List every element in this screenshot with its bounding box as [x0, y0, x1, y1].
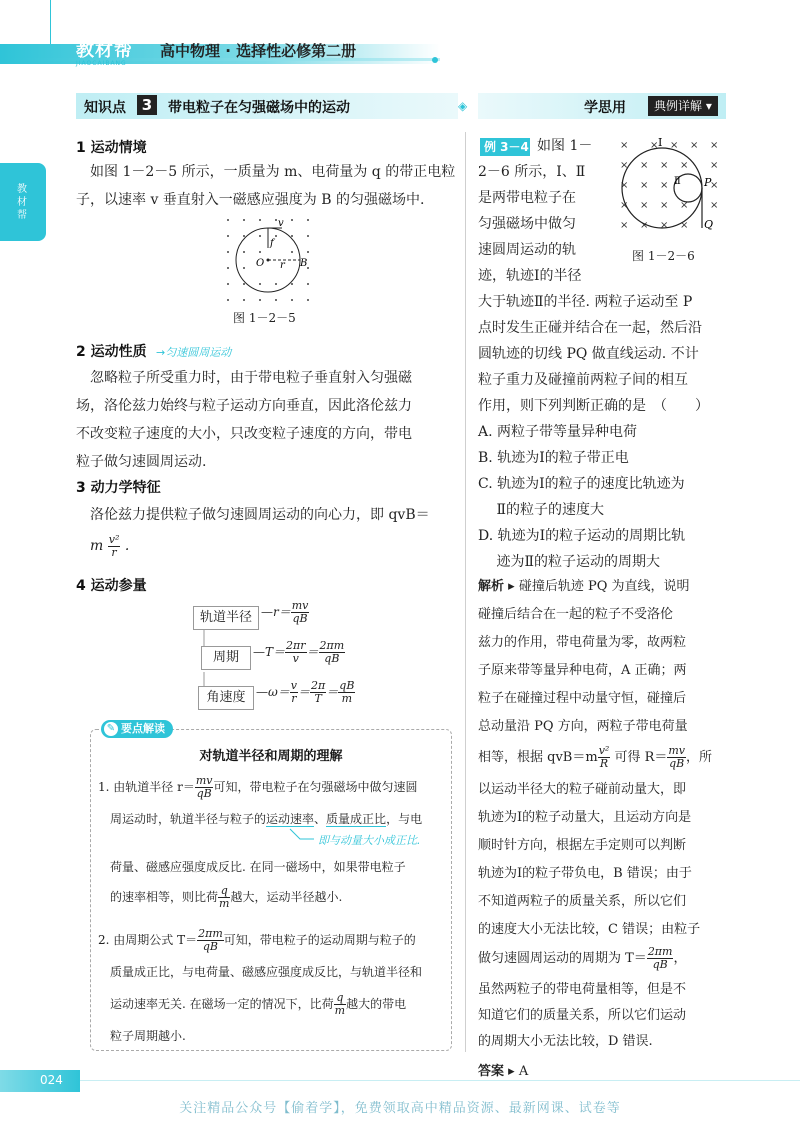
solution-equation-line — [478, 744, 712, 772]
solution-line: 虽然两粒子的带电荷量相等，但是不 — [478, 982, 687, 997]
text-run: 运动速率无关. 在磁场一定的情况下，比荷 — [110, 997, 334, 1011]
fraction-den: v — [292, 652, 299, 665]
paragraph-line: 子，以速率 v 垂直射入一磁感应强度为 B 的匀强磁场中. — [76, 192, 425, 208]
option-a: A. 两粒子带等量异种电荷 — [478, 424, 638, 440]
fraction — [667, 745, 686, 770]
label-f: f — [270, 238, 274, 249]
text-run: 可知，带电粒子在匀强磁场中做匀速圆 — [213, 780, 418, 794]
answer-value: A — [518, 1064, 529, 1079]
label-b: B — [300, 258, 308, 269]
footer-note: 关注精品公众号【偷着学】，免费领取高中精品资源、最新网课、试卷等 — [179, 1101, 621, 1116]
keypoint-line: 粒子周期越小. — [110, 1029, 186, 1043]
option-d: D. 轨迹为Ⅰ的粒子运动的周期比轨 — [478, 528, 686, 544]
text-run: 周运动时，轨道半径与粒子的 — [110, 812, 267, 826]
flow-box-angular: 角速度 — [198, 686, 254, 710]
label-I: Ⅰ — [658, 136, 663, 149]
paragraph-line: 粒子做匀速圆周运动. — [76, 454, 207, 470]
cross-mark: × — [620, 160, 629, 171]
fraction-num: mv — [195, 774, 213, 787]
keypoint-line — [98, 928, 416, 953]
header-dot — [432, 57, 438, 63]
fraction — [108, 534, 121, 559]
cross-mark: × — [620, 200, 629, 211]
section-number: 3 — [137, 95, 157, 115]
xuesiyong-title: 学思用 — [584, 100, 626, 116]
answer-line — [478, 1058, 528, 1086]
footer-line — [80, 1080, 800, 1081]
fraction-den: R — [599, 757, 609, 770]
brand-logo: 教材帮 — [76, 40, 133, 61]
label-II: Ⅱ — [674, 176, 681, 187]
fraction-den: qB — [324, 652, 340, 665]
heading-motion-scene: 1 运动情境 — [76, 140, 147, 156]
example-line: 点时发生正碰并结合在一起，然后沿 — [478, 320, 702, 336]
text-run: 、 — [314, 812, 327, 826]
book-title: 高中物理 · 选择性必修第二册 — [160, 42, 357, 60]
cross-mark: × — [710, 140, 719, 151]
keypoint-line — [110, 812, 422, 827]
keypoint-line — [110, 885, 342, 910]
solution-line: 碰撞后结合在一起的粒子不受洛伦 — [478, 607, 674, 622]
paragraph-line: 洛伦兹力提供粒子做匀速圆周运动的向心力，即 qvB＝ — [90, 507, 430, 523]
fraction-num: 2πm — [647, 945, 673, 958]
fraction-num: v — [290, 679, 298, 692]
fraction-num: 2πm — [319, 639, 345, 652]
solution-line: 的速度大小无法比较，C 错误；由粒子 — [478, 922, 701, 937]
fraction-den: qB — [196, 787, 212, 800]
example-line: 速圆周运动的轨 — [478, 242, 576, 258]
formula-eq: ＝ — [306, 645, 319, 659]
text-run: ，所 — [686, 750, 713, 765]
solution-line: 不知道两粒子的质量关系，所以它们 — [478, 894, 687, 909]
text-run: 越大，运动半径越小. — [230, 890, 343, 904]
figure-1-2-6 — [616, 136, 726, 244]
centripetal-equation — [90, 532, 129, 560]
cross-mark: × — [680, 220, 689, 231]
formula-eq: ＝ — [326, 685, 339, 699]
example-line: 如图 1－ — [537, 138, 593, 154]
fraction-den: r — [111, 545, 117, 559]
side-tab-label: 教材帮 — [17, 184, 27, 221]
solution-line: 轨迹为Ⅰ的粒子带负电，B 错误；由于 — [478, 866, 692, 881]
angular-formula — [256, 680, 355, 705]
solution-line: 子原来带等量异种电荷，A 正确；两 — [478, 663, 687, 678]
solution-line — [478, 573, 689, 601]
cross-mark: × — [660, 220, 669, 231]
fraction — [310, 680, 326, 705]
fraction-den: qB — [652, 958, 668, 971]
label-Q: Q — [704, 218, 714, 231]
figure-caption: 图 1－2－5 — [233, 311, 296, 325]
fraction-den: T — [314, 692, 322, 705]
example-detail-tag: 典例详解 ▾ — [648, 96, 718, 116]
keypoints-title: 对轨道半径和周期的理解 — [199, 749, 343, 764]
bulb-icon: ✎ — [104, 722, 118, 736]
cross-mark: × — [660, 180, 669, 191]
formula-eq: ＝ — [298, 685, 311, 699]
fraction — [338, 680, 355, 705]
keypoint-line — [110, 992, 406, 1017]
solution-line: 知道它们的质量关系，所以它们运动 — [478, 1008, 687, 1023]
cross-mark: × — [620, 140, 629, 151]
underlined-term: 运动速率 — [266, 812, 315, 826]
fraction — [195, 775, 214, 800]
keypoint-line — [98, 775, 418, 800]
fraction-den: qB — [292, 612, 308, 625]
example-line: 粒子重力及碰撞前两粒子间的相互 — [478, 372, 688, 388]
triangle-icon: ▸ — [504, 579, 519, 594]
example-line: 大于轨迹Ⅱ的半径. 两粒子运动至 P — [478, 294, 693, 310]
heading-motion-nature: 2 运动性质 — [76, 344, 147, 360]
cross-mark: × — [710, 160, 719, 171]
label-v: v — [278, 218, 284, 229]
fraction — [218, 885, 230, 910]
figure-1-2-5 — [222, 214, 322, 308]
fraction-num: v² — [598, 744, 610, 757]
fraction-den: m — [341, 692, 353, 705]
example-line: 是两带电粒子在 — [478, 190, 576, 206]
text-run: 做匀速圆周运动的周期为 T＝ — [478, 951, 647, 966]
cross-mark: × — [640, 200, 649, 211]
cross-mark: × — [710, 180, 719, 191]
solution-period-line — [478, 945, 687, 973]
page-number: 024 — [40, 1073, 63, 1087]
solution-line: 总动量沿 PQ 方向，两粒子带电荷量 — [478, 719, 688, 734]
solution-line: 以运动半径大的粒子碰前动量大，即 — [478, 782, 687, 797]
fraction — [197, 928, 224, 953]
example-tag: 例 3－4 — [480, 138, 530, 156]
keypoint-line: 质量成正比，与电荷量、磁感应强度成反比，与轨道半径和 — [110, 965, 423, 979]
option-b: B. 轨迹为Ⅰ的粒子带正电 — [478, 450, 629, 466]
fraction — [319, 640, 346, 665]
paragraph-line: 如图 1－2－5 所示，一质量为 m、电荷量为 q 的带正电粒 — [90, 164, 456, 180]
text-run: 越大的带电 — [346, 997, 407, 1011]
paragraph-line: 忽略粒子所受重力时，由于带电粒子垂直射入匀强磁 — [90, 370, 412, 386]
fraction — [598, 745, 611, 770]
example-line: 圆轨迹的切线 PQ 做直线运动. 不计 — [478, 346, 699, 362]
fraction-den: m — [219, 897, 230, 910]
fraction — [647, 946, 674, 971]
fraction — [291, 600, 310, 625]
example-line: 匀强磁场中做匀 — [478, 216, 576, 232]
eq-suffix: . — [124, 538, 130, 554]
solution-label: 解析 — [478, 579, 505, 594]
fraction-num: 2πm — [198, 927, 223, 940]
triangle-icon: ▸ — [504, 1064, 519, 1079]
cross-mark: × — [640, 180, 649, 191]
solution-line: 轨迹为Ⅰ的粒子动量大，且运动方向是 — [478, 810, 692, 825]
label-P: P — [704, 176, 712, 189]
formula-lhs: —ω＝ — [256, 685, 290, 699]
fraction-num: mv — [668, 744, 686, 757]
solution-line: 的周期大小无法比较，D 错误. — [478, 1034, 653, 1049]
fraction — [290, 680, 298, 705]
fraction — [334, 992, 346, 1017]
cross-mark: × — [640, 220, 649, 231]
text-run: 2. 由周期公式 T＝ — [98, 933, 198, 947]
fraction-num: q — [334, 992, 346, 1005]
text-run: 相等，根据 qvB＝m — [478, 750, 598, 765]
cross-mark: × — [670, 140, 679, 151]
text-run: 的速率相等，则比荷 — [110, 890, 219, 904]
formula-lhs: —r＝ — [261, 605, 291, 619]
heading-parameters: 4 运动参量 — [76, 578, 147, 594]
handwritten-note: 即与动量大小成正比. — [318, 834, 421, 847]
keypoint-line: 荷量、磁感应强度成反比. 在同一磁场中，如果带电粒子 — [110, 860, 406, 874]
fraction-num: q — [218, 885, 230, 898]
heading-dynamics: 3 动力学特征 — [76, 480, 161, 496]
formula-lhs: —T＝ — [253, 645, 286, 659]
section-title: 带电粒子在匀强磁场中的运动 — [168, 100, 350, 116]
cross-mark: × — [660, 160, 669, 171]
diamond-icon: ◈ — [458, 99, 468, 113]
cross-mark: × — [660, 200, 669, 211]
radius-formula — [261, 600, 309, 625]
fraction-num: v² — [108, 532, 120, 546]
handwritten-note: →匀速圆周运动 — [156, 346, 232, 359]
brand-logo-sub: JIAOCAIBANG — [76, 60, 127, 67]
column-divider — [465, 132, 466, 1052]
note-arrow — [288, 827, 318, 841]
fraction-den: m — [334, 1004, 346, 1017]
paragraph-line: 场，洛伦兹力始终与粒子运动方向垂直，因此洛伦兹力 — [76, 398, 412, 414]
label-r: r — [280, 260, 285, 271]
figure-caption: 图 1－2－6 — [632, 249, 695, 263]
underlined-term: 质量成正比 — [326, 812, 387, 826]
option-c-cont: Ⅱ的粒子的速度大 — [478, 502, 604, 518]
fraction-num: 2π — [311, 679, 326, 692]
example-line: 2－6 所示，Ⅰ、Ⅱ — [478, 164, 586, 180]
fraction-num: qB — [339, 679, 355, 692]
fraction-num: 2πr — [286, 639, 306, 652]
text-run: 可得 R＝ — [610, 750, 668, 765]
solution-line: 顺时针方向，根据左手定则可以判断 — [478, 838, 687, 853]
answer-label: 答案 — [478, 1064, 505, 1079]
option-d-cont: 迹为Ⅱ的粒子运动的周期大 — [478, 554, 660, 570]
cross-mark: × — [680, 160, 689, 171]
cross-mark: × — [620, 220, 629, 231]
text-run: ， — [673, 951, 687, 966]
fraction-den: qB — [669, 757, 685, 770]
label-o: O — [256, 258, 265, 269]
cross-mark: × — [710, 200, 719, 211]
flow-box-period: 周期 — [201, 646, 251, 670]
period-formula — [253, 640, 345, 665]
fraction-num: mv — [291, 599, 309, 612]
text-run: 碰撞后轨迹 PQ 为直线，说明 — [518, 579, 690, 594]
section-label: 知识点 — [84, 100, 126, 116]
paragraph-line: 不改变粒子速度的大小，只改变粒子速度的方向，带电 — [76, 426, 412, 442]
flow-box-radius: 轨道半径 — [193, 606, 259, 630]
text-run: ，与电 — [386, 812, 423, 826]
example-line: 作用，则下列判断正确的是 （ ） — [478, 398, 709, 414]
keypoints-tag: 要点解读 — [101, 720, 173, 738]
fraction-den: qB — [202, 940, 218, 953]
fraction — [285, 640, 307, 665]
text-run: 1. 由轨道半径 r＝ — [98, 780, 195, 794]
cross-mark: × — [650, 140, 659, 151]
fraction-den: r — [291, 692, 297, 705]
solution-line: 粒子在碰撞过程中动量守恒，碰撞后 — [478, 691, 687, 706]
text-run: 可知，带电粒子的运动周期与粒子的 — [223, 933, 416, 947]
cross-mark: × — [640, 160, 649, 171]
cross-mark: × — [620, 180, 629, 191]
solution-line: 兹力的作用，带电荷量为零，故两粒 — [478, 635, 687, 650]
eq-prefix: m — [90, 538, 104, 554]
example-line: 迹，轨迹Ⅰ的半径 — [478, 268, 582, 284]
cross-mark: × — [680, 200, 689, 211]
cross-mark: × — [690, 140, 699, 151]
option-c: C. 轨迹为Ⅰ的粒子的速度比轨迹为 — [478, 476, 685, 492]
